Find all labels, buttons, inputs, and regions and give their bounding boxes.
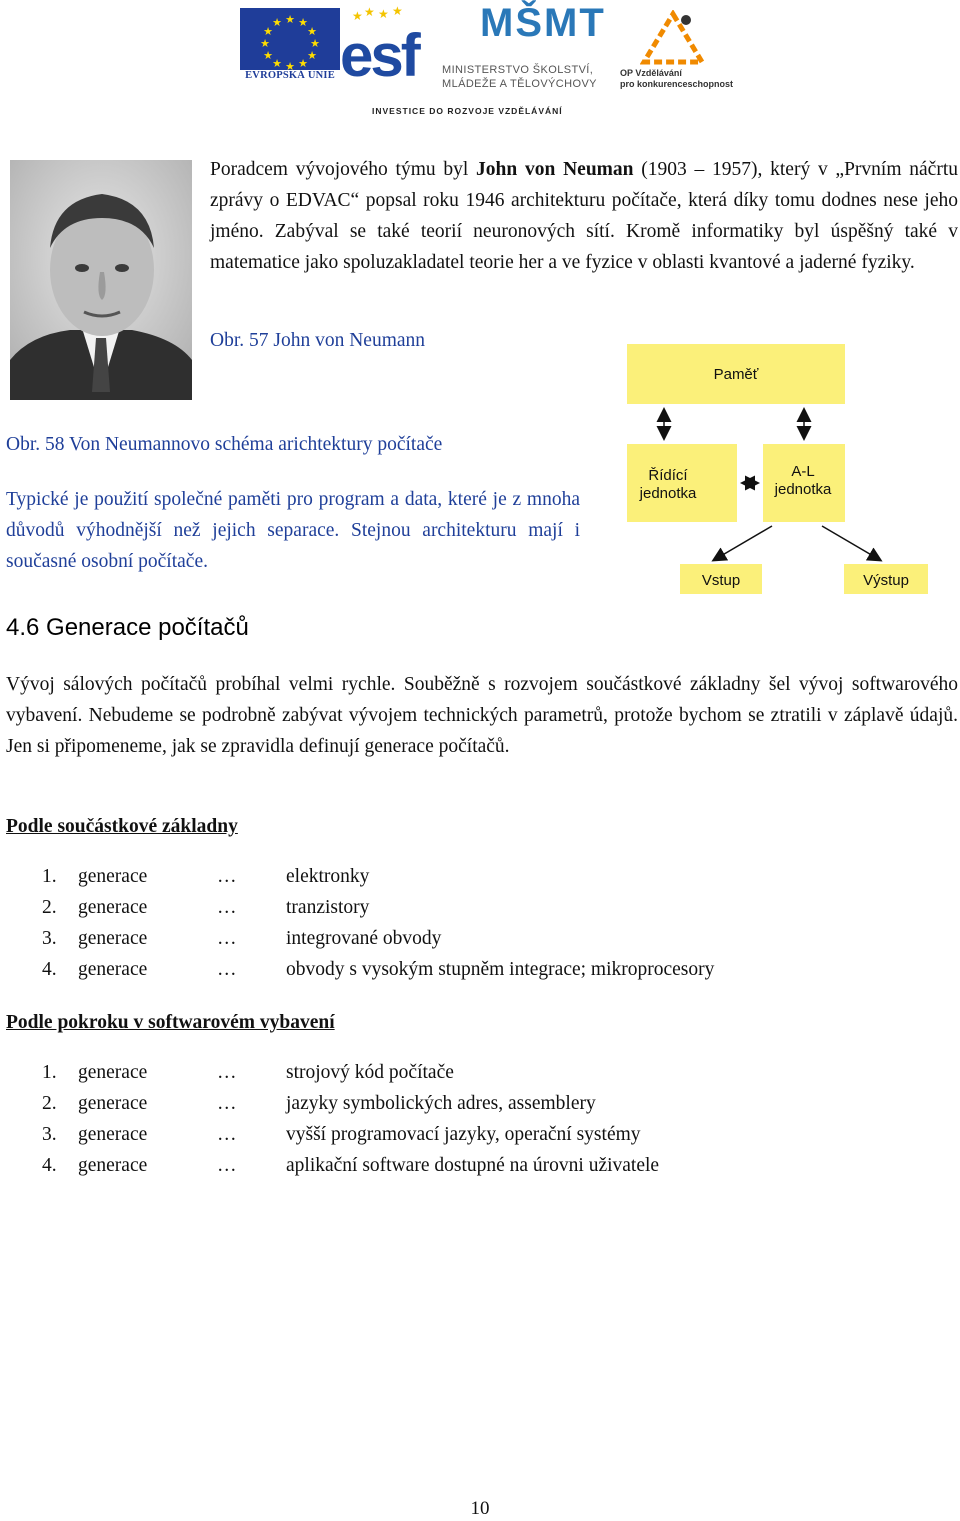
svg-text:★: ★ xyxy=(307,49,317,62)
item-ellipsis: … xyxy=(217,959,237,980)
msmt-logo: MŠMT xyxy=(480,1,606,45)
item-value: strojový kód počítače xyxy=(286,1062,454,1083)
eu-label: EVROPSKÁ UNIE xyxy=(245,70,335,81)
von-neumann-name: John von Neuman xyxy=(476,159,634,180)
alu-label-2: jednotka xyxy=(774,481,832,498)
output-arrow xyxy=(822,526,880,560)
item-ellipsis: … xyxy=(217,1155,237,1176)
item-ellipsis: … xyxy=(217,897,237,918)
control-label-1: Řídící xyxy=(648,467,688,484)
op-label-1: OP Vzdělávání xyxy=(620,68,682,78)
svg-text:★: ★ xyxy=(352,9,363,23)
input-label: Vstup xyxy=(701,572,741,589)
figure-58-caption: Obr. 58 Von Neumannovo schéma arichtektury počítače xyxy=(6,434,443,455)
item-label: generace xyxy=(78,1093,148,1114)
msmt-line-1: MINISTERSTVO ŠKOLSTVÍ, xyxy=(442,64,594,76)
svg-text:★: ★ xyxy=(310,37,320,50)
item-label: generace xyxy=(78,897,148,918)
item-ellipsis: … xyxy=(217,1124,237,1145)
op-label-2: pro konkurenceschopnost xyxy=(620,79,734,89)
op-logo-icon xyxy=(640,10,706,66)
svg-text:★: ★ xyxy=(285,60,295,70)
svg-text:★: ★ xyxy=(378,7,389,21)
invest-tagline: INVESTICE DO ROZVOJE VZDĚLÁVÁNÍ xyxy=(372,106,563,116)
svg-text:★: ★ xyxy=(272,57,282,70)
item-number: 1. xyxy=(42,1062,57,1083)
architecture-note: Typické je použití společné paměti pro program a data, které je z mnoha důvodů výhodnější než jejich separace. Stejnou architekturu mají i současné osobní počítače. xyxy=(6,489,580,572)
item-number: 3. xyxy=(42,928,57,949)
section-body: Vývoj sálových počítačů probíhal velmi rychle. Souběžně s rozvojem součástkové základny šel vývoj softwarového vybavení. Nebudeme se podrobně zabývat vývojem technických parametrů, protože bychom se ztratili v záplavě údajů. Jen si připomeneme, jak se zpravidla definují generace počítačů. xyxy=(6,674,958,757)
figure-57-caption: Obr. 57 John von Neumann xyxy=(210,330,426,351)
item-ellipsis: … xyxy=(217,928,237,949)
svg-text:★: ★ xyxy=(392,6,403,18)
item-number: 4. xyxy=(42,959,57,980)
intro-text-start: Poradcem vývojového týmu byl xyxy=(210,159,477,180)
item-number: 2. xyxy=(42,897,57,918)
hardware-subheading: Podle součástkové základny xyxy=(6,816,238,837)
page-number: 10 xyxy=(470,1498,490,1519)
item-label: generace xyxy=(78,1062,148,1083)
svg-text:★: ★ xyxy=(298,16,308,29)
svg-text:★: ★ xyxy=(260,37,270,50)
item-label: generace xyxy=(78,928,148,949)
item-number: 4. xyxy=(42,1155,57,1176)
item-number: 3. xyxy=(42,1124,57,1145)
item-ellipsis: … xyxy=(217,1062,237,1083)
portrait-photo xyxy=(10,160,192,400)
alu-label-1: A-L xyxy=(791,463,815,480)
memory-label: Paměť xyxy=(713,366,759,383)
svg-text:★: ★ xyxy=(285,13,295,26)
svg-text:★: ★ xyxy=(263,25,273,38)
output-label: Výstup xyxy=(863,572,909,589)
esf-logo: esf xyxy=(340,22,418,89)
portrait-illustration xyxy=(10,160,192,400)
item-number: 1. xyxy=(42,866,57,887)
item-value: tranzistory xyxy=(286,897,370,918)
item-label: generace xyxy=(78,1155,148,1176)
item-ellipsis: … xyxy=(217,866,237,887)
svg-text:★: ★ xyxy=(298,57,308,70)
input-arrow xyxy=(714,526,772,560)
item-ellipsis: … xyxy=(217,1093,237,1114)
item-value: obvody s vysokým stupněm integrace; mikroprocesory xyxy=(286,959,715,980)
logo-bar xyxy=(0,0,960,125)
item-value: vyšší programovací jazyky, operační systémy xyxy=(286,1124,641,1145)
item-value: jazyky symbolických adres, assemblery xyxy=(286,1093,596,1114)
msmt-line-2: MLÁDEŽE A TĚLOVÝCHOVY xyxy=(442,78,597,90)
item-label: generace xyxy=(78,959,148,980)
item-label: generace xyxy=(78,1124,148,1145)
item-label: generace xyxy=(78,866,148,887)
intro-paragraph xyxy=(210,154,958,278)
item-number: 2. xyxy=(42,1093,57,1114)
control-label-2: jednotka xyxy=(639,485,697,502)
hardware-generation-list xyxy=(42,866,942,996)
svg-text:★: ★ xyxy=(263,49,273,62)
svg-text:★: ★ xyxy=(364,6,375,19)
eu-flag-logo xyxy=(240,8,340,70)
item-value: aplikační software dostupné na úrovni uživatele xyxy=(286,1155,660,1176)
svg-text:★: ★ xyxy=(272,16,282,29)
software-subheading: Podle pokroku v softwarovém vybavení xyxy=(6,1012,335,1033)
software-generation-list xyxy=(42,1062,942,1192)
intro-text-rest: (1903 – 1957), který v „Prvním náčrtu zprávy o EDVAC“ popsal roku 1946 architekturu počítače, která díky tomu dodnes nese jeho jméno. Zabýval se také teorií neuronových sítí. Kromě informatiky byl úspěšný také v matematice jako spoluzakladatel teorie her a ve fyzice v oblasti kvantové a jaderné fyziky. xyxy=(210,159,958,273)
section-heading: 4.6 Generace počítačů xyxy=(6,614,249,641)
item-value: elektronky xyxy=(286,866,370,887)
svg-text:★: ★ xyxy=(307,25,317,38)
von-neumann-diagram xyxy=(622,340,932,600)
item-value: integrované obvody xyxy=(286,928,442,949)
